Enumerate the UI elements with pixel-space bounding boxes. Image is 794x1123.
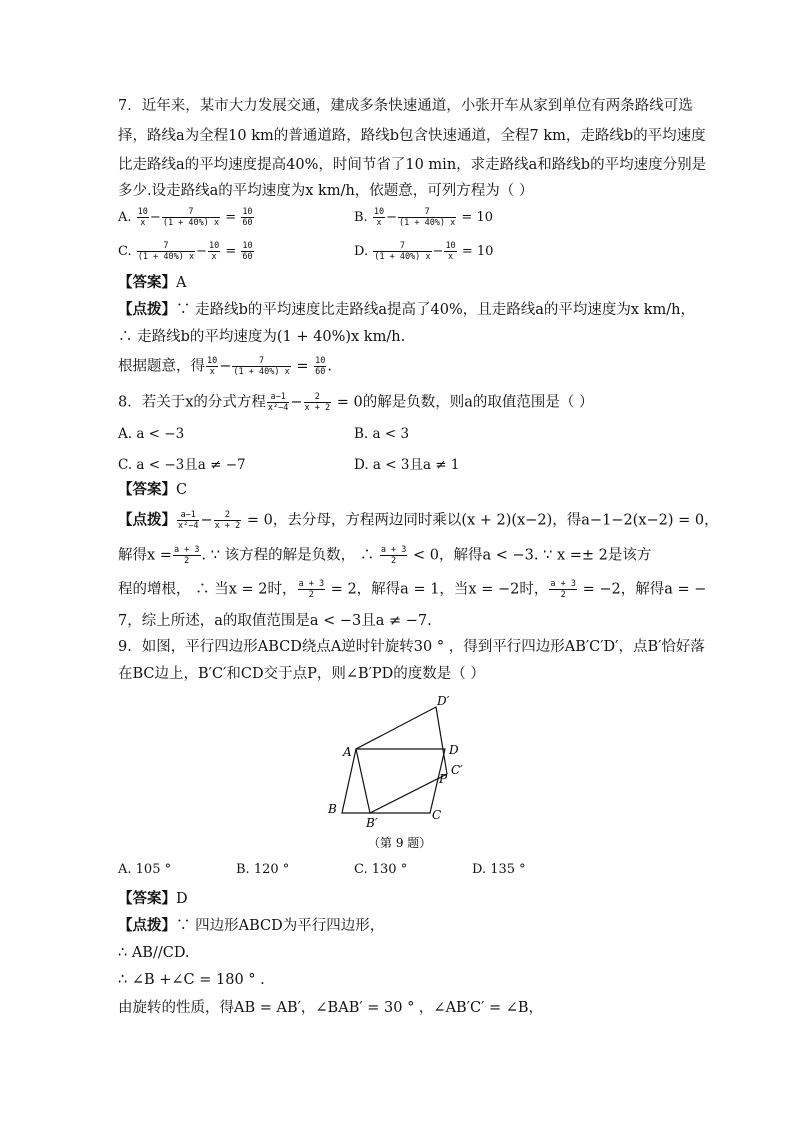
equals-ten: = 10 [461, 244, 494, 259]
q9-option-c: C. 130 ° [354, 862, 408, 877]
q9-option-b: B. 120 ° [236, 862, 290, 877]
hint-text: 程的增根， ∴ 当x = 2时， [118, 581, 297, 598]
q7-hint-3 [118, 356, 332, 377]
equals-ten: = 10 [461, 210, 493, 225]
q8-option-d: D. a < 3且a ≠ 1 [354, 457, 460, 473]
q8-option-b: B. a < 3 [354, 426, 410, 442]
denominator: x [448, 252, 454, 262]
q9-line-2: 在BC边上，B′C′和CD交于点P，则∠B′PD的度数是（ ） [118, 666, 485, 682]
q8-stem [118, 392, 594, 413]
q9-option-a: A. 105 ° [118, 862, 172, 877]
equals-sign: = [225, 210, 237, 225]
fraction [444, 241, 456, 262]
fraction [214, 510, 242, 531]
q9-answer [118, 889, 188, 909]
numerator: 10 [242, 241, 253, 251]
option-letter: B. [354, 210, 368, 225]
hint-text: 解得x = [118, 547, 172, 564]
fraction [232, 356, 290, 377]
fraction [380, 545, 408, 566]
label-d-prime: D′ [437, 694, 450, 708]
denominator: 60 [242, 218, 253, 228]
denominator: (1 + 40%) x [137, 252, 195, 262]
label-d: D [449, 743, 459, 757]
denominator: x + 2 [214, 521, 241, 531]
numerator: a + 3 [173, 545, 200, 555]
parallelogram-rotation-figure [320, 688, 480, 854]
q9-hint-1 [118, 916, 384, 936]
label-b: B [328, 802, 337, 816]
answer-value: C [176, 482, 188, 498]
hint-text: < 0，解得a < −3. ∵ x =± 2是该方 [413, 547, 652, 564]
label-c: C [432, 808, 442, 822]
parallelogram-abcd [342, 749, 445, 813]
denominator: x [209, 367, 215, 377]
q7-line-1: 7．近年来，某市大力发展交通，建成多条快速通道，小张开车从家到单位有两条路线可选 [118, 98, 693, 114]
label-p: P [439, 772, 448, 786]
numerator: 10 [207, 356, 218, 366]
q8-text: = 0的解是负数，则a的取值范围是（ ） [336, 394, 594, 411]
numerator: 7 [162, 207, 220, 218]
q8-hint-1 [118, 510, 719, 531]
minus-sign: − [200, 512, 213, 529]
hint-text: 根据题意，得 [118, 358, 205, 375]
fraction [173, 545, 201, 566]
fraction [241, 207, 253, 228]
fraction [398, 207, 456, 228]
q9-hint-2: ∴ AB//CD. [118, 945, 190, 961]
q7-line-4: 多少.设走路线a的平均速度为x km/h，依题意，可列方程为（ ） [118, 183, 534, 199]
q7-option-d [354, 241, 493, 262]
numerator: 2 [304, 392, 332, 403]
denominator: 2 [560, 590, 566, 600]
fraction [137, 241, 195, 262]
q8-option-a: A. a < −3 [118, 426, 185, 442]
minus-sign: − [386, 210, 397, 225]
denominator: x²−4 [178, 521, 199, 531]
numerator: 10 [373, 207, 385, 217]
q8-hint-2 [118, 545, 651, 566]
hint-text: ∵ 四边形ABCD为平行四边形， [176, 918, 385, 934]
denominator: x [140, 218, 146, 228]
q8-text: 8．若关于x的分式方程 [118, 394, 266, 411]
denominator: x + 2 [304, 403, 331, 413]
fraction [177, 510, 199, 531]
option-letter: A. [118, 210, 132, 225]
fraction [298, 579, 326, 600]
option-letter: D. [354, 244, 369, 259]
answer-tag: 【答案】 [118, 890, 176, 907]
fraction [208, 241, 220, 262]
q7-answer [118, 273, 186, 293]
denominator: x [376, 218, 382, 228]
hint-tag: 【点拨】 [118, 917, 176, 934]
denominator: (1 + 40%) x [374, 252, 431, 262]
fraction [162, 207, 220, 228]
hint-text: = 2，解得a = 1，当x = −2时， [330, 581, 549, 598]
minus-sign: − [290, 394, 303, 411]
hint-text: . ∵ 该方程的解是负数， ∴ [201, 547, 375, 564]
q7-option-c [118, 241, 255, 262]
fraction [549, 579, 577, 600]
period: . [327, 358, 332, 375]
minus-sign: − [149, 210, 161, 225]
option-letter: C. [118, 244, 132, 259]
numerator: a−1 [267, 392, 289, 403]
denominator: 2 [184, 556, 190, 566]
numerator: 7 [398, 207, 456, 218]
numerator: 10 [137, 207, 148, 217]
label-c-prime: C′ [451, 763, 463, 777]
answer-value: A [176, 275, 187, 291]
q7-hint-2: ∴ 走路线b的平均速度为(1 + 40%)x km/h. [118, 329, 406, 345]
numerator: 10 [208, 241, 220, 251]
fraction [206, 356, 218, 377]
denominator: 60 [242, 252, 253, 262]
q8-hint-4: 7，综上所述，a的取值范围是a < −3且a ≠ −7. [118, 613, 432, 629]
numerator: a + 3 [298, 579, 325, 589]
equals-sign: = [296, 358, 309, 375]
minus-sign: − [219, 358, 232, 375]
q7-option-b [354, 207, 493, 228]
fraction [137, 207, 149, 228]
denominator: 60 [315, 367, 326, 377]
denominator: (1 + 40%) x [398, 218, 456, 228]
minus-sign: − [432, 244, 444, 259]
hint-text: = 0，去分母，方程两边同时乘以(x + 2)(x−2)，得a−1−2(x−2) = 0， [246, 512, 719, 529]
answer-value: D [176, 891, 188, 907]
denominator: (1 + 40%) x [233, 367, 290, 377]
q8-hint-3 [118, 579, 706, 600]
denominator: (1 + 40%) x [162, 218, 220, 228]
fraction [373, 207, 385, 228]
numerator: 10 [445, 241, 456, 251]
numerator: a−1 [177, 510, 199, 521]
q9-hint-3: ∴ ∠B +∠C = 180 ° . [118, 972, 265, 988]
numerator: 7 [373, 241, 431, 252]
q7-line-2: 择，路线a为全程10 km的普通道路，路线b包含快速通道，全程7 km，走路线b的平均速度 [118, 128, 706, 144]
q9-line-1: 9．如图，平行四边形ABCD绕点A逆时针旋转30 ° ，得到平行四边形AB′C′D′，点B′恰好落 [118, 639, 705, 655]
q9-option-d: D. 135 ° [472, 862, 526, 877]
q7-line-3: 比走路线a的平均速度提高40%，时间节省了10 min，求走路线a和路线b的平均速度分别是 [118, 157, 707, 173]
q8-answer [118, 480, 187, 500]
denominator: x²−4 [267, 403, 289, 413]
hint-text: = −2，解得a = − [582, 581, 707, 598]
q9-hint-4: 由旋转的性质，得AB = AB′，∠BAB′ = 30 ° ，∠AB′C′ = ∠B， [118, 1000, 544, 1016]
minus-sign: − [196, 244, 207, 259]
label-b-prime: B′ [366, 816, 378, 830]
numerator: 10 [315, 356, 326, 366]
q8-option-c: C. a < −3且a ≠ −7 [118, 457, 246, 473]
q7-hint-1 [118, 300, 695, 320]
hint-tag: 【点拨】 [118, 301, 176, 318]
denominator: 2 [391, 556, 397, 566]
label-a: A [343, 745, 352, 759]
hint-text: ∵ 走路线b的平均速度比走路线a提高了40%，且走路线a的平均速度为x km/h， [176, 302, 695, 318]
equals-sign: = [225, 244, 237, 259]
numerator: a + 3 [550, 579, 576, 589]
hint-tag: 【点拨】 [118, 511, 176, 529]
denominator: 2 [308, 590, 314, 600]
answer-tag: 【答案】 [118, 481, 176, 498]
fraction [304, 392, 332, 413]
numerator: a + 3 [380, 545, 407, 555]
numerator: 7 [137, 241, 195, 252]
q7-option-a [118, 207, 255, 228]
answer-tag: 【答案】 [118, 274, 176, 291]
denominator: x [211, 252, 217, 262]
fraction [314, 356, 326, 377]
fraction [241, 241, 253, 262]
numerator: 7 [232, 356, 290, 367]
figure-caption: （第 9 题） [368, 836, 432, 850]
fraction [267, 392, 289, 413]
fraction [373, 241, 431, 262]
numerator: 10 [242, 207, 253, 217]
numerator: 2 [214, 510, 242, 521]
